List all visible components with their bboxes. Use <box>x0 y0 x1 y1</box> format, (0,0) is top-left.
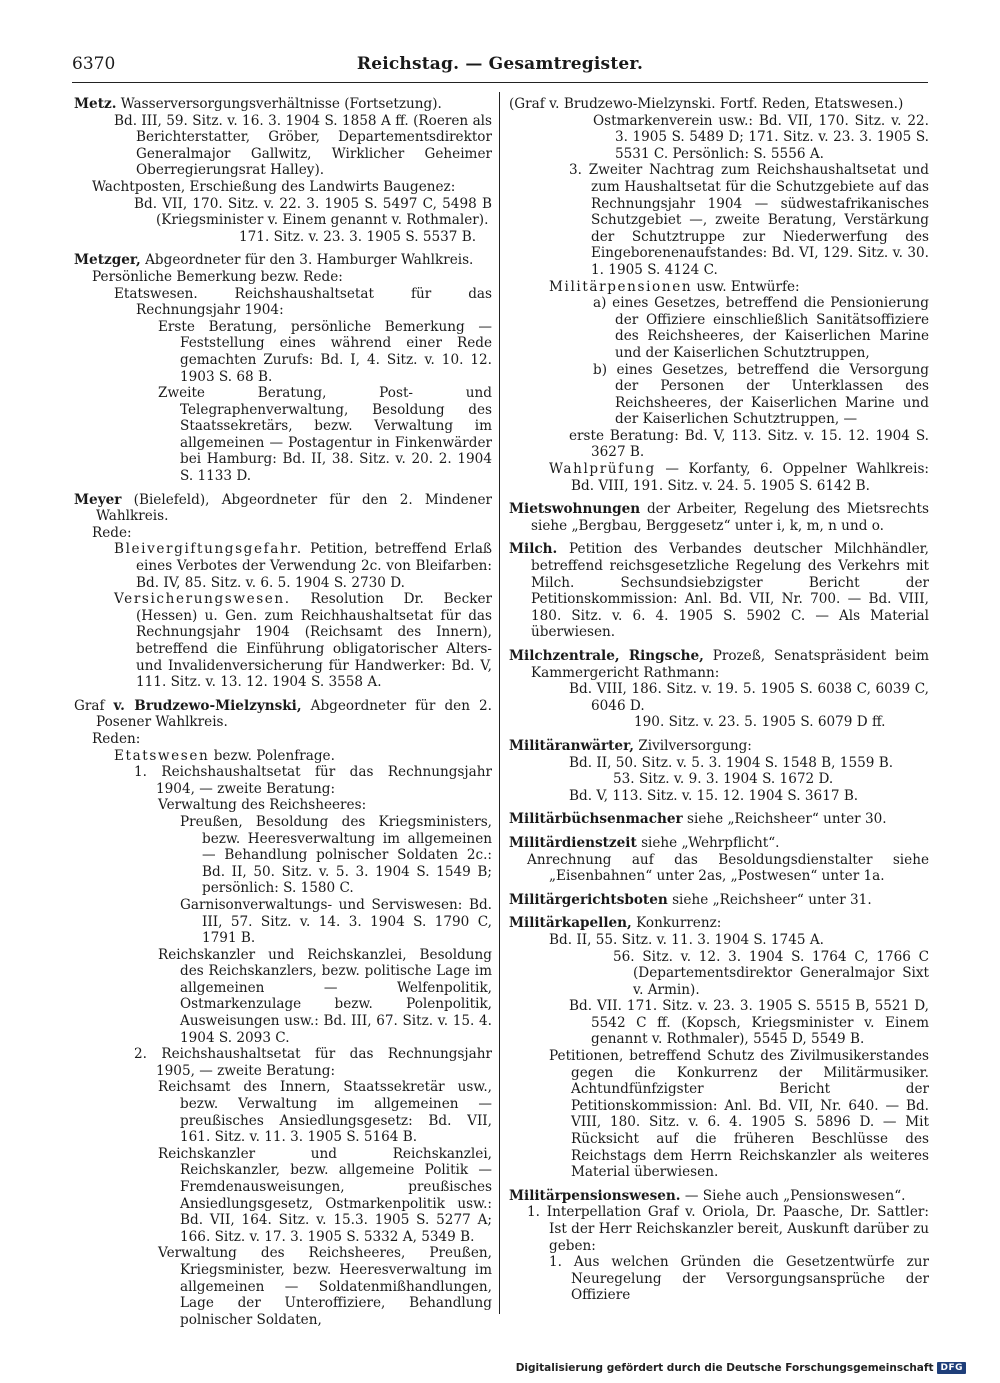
entry-subject: 1. Reichshaushaltsetat für das Rechnungsjahr 1904, — zweite Beratung: <box>134 764 492 797</box>
entry-head: Mietswohnungen <box>509 501 641 518</box>
entry-text <box>509 541 929 641</box>
entry-reference: Bd. III, 59. Sitz. v. 16. 3. 1904 S. 1858 A ff. (Roeren als Berichterstatter, Gröber, Departementsdirektor Generalmajor Gallwitz, Wirklicher Geheimer Oberregierungsrat Halley). <box>114 112 492 179</box>
entry-brudzewo <box>74 698 492 1329</box>
header-rule <box>72 82 928 83</box>
entry-text <box>509 1188 929 1205</box>
entry-subject: Prozeß, Senatspräsident beim Kammergericht Rathmann: <box>531 648 929 681</box>
entry-reference: 190. Sitz. v. 23. 5. 1905 S. 6079 D ff. <box>634 714 886 731</box>
entry-topic: Etatswesen <box>114 747 210 764</box>
footer-text: Digitalisierung gefördert durch die Deutsche Forschungsgemeinschaft <box>515 1362 934 1374</box>
entry-subject: Wasserversorgungsverhältnisse (Fortsetzung). <box>120 96 442 112</box>
entry-head: Milchzentrale, Ringsche, <box>509 648 704 664</box>
entry-subject: 2. Reichshaushaltsetat für das Rechnungsjahr 1905, — zweite Beratung: <box>134 1046 492 1079</box>
entry-metz <box>74 96 492 245</box>
entry-topic: Bleivergiftungsgefahr. <box>114 541 303 558</box>
entry-head: Militärkapellen, <box>509 915 632 932</box>
entry-reference: Petitionen, betreffend Schutz des Zivilmusikerstandes gegen die Konkurrenz der Militärmusiker. Achtundfünfzigster Bericht der Petitionskommission: Anl. Bd. VII, Nr. 640. — Bd. VIII, 180. Sitz. v. 6. 4. 1905 S. 5896 D. — Mit Rücksicht auf die früheren Beschlüsse des Reichstags dem Herrn Reichskanzler als weiteres Material überwiesen. <box>549 1048 929 1181</box>
entry-head: Militäranwärter, <box>509 737 634 754</box>
entry-militaeranwaerter <box>509 738 929 804</box>
entry-text <box>509 835 929 852</box>
entry-reference: Reichsamt des Innern, Staatssekretär usw., bezw. Verwaltung im allgemeinen — preußisches Ansiedlungsgesetz: Bd. VII, 161. Sitz. v. 11. 3. 1905 S. 5164 B. <box>158 1079 492 1146</box>
left-column <box>74 96 492 1335</box>
entry-reference: Reichskanzler und Reichskanzlei, Besoldung des Reichskanzlers, bezw. politische Lage im allgemeinen — Welfenpolitik, Ostmarkenzulage bezw. Polenpolitik, Ausweisungen usw.: Bd. III, 67. Sitz. v. 15. 4. 1904 S. 2093 C. <box>158 946 492 1046</box>
continuation-header: (Graf v. Brudzewo-Mielzynski. Fortf. Reden, Etatswesen.) <box>509 96 904 112</box>
entry-topic: Wahlprüfung <box>549 461 656 478</box>
entry-text <box>74 96 492 113</box>
entry-topic: Militärpensionen <box>549 278 693 295</box>
entry-reference: Ostmarkenverein usw.: Bd. VII, 170. Sitz. v. 22. 3. 1905 S. 5489 D; 171. Sitz. v. 23. 3. 1905 S. 5531 C. Persönlich: S. 5556 A. <box>593 112 929 162</box>
entry-text <box>509 501 929 534</box>
entry-reference: Resolution Dr. Becker (Hessen) u. Gen. zum Reichhaushaltsetat für das Rechnungsjahr 1904 (Reichsamt des Innern), betreffend die Einführung obligatorischer Alters- und Invalidenversicherung für Handwerker: Bd. V, 111. Sitz. v. 13. 12. 1904 S. 3558 A. <box>136 591 492 691</box>
entry-reference: Verwaltung des Reichsheeres, Preußen, Kriegsminister, bezw. Heeresverwaltung im allgemeinen — Soldatenmißhandlungen, Lage der Unteroffiziere, Behandlung polnischer Soldaten, <box>158 1245 492 1328</box>
entry-reference: Bd. V, 113. Sitz. v. 15. 12. 1904 S. 3617 B. <box>569 787 859 804</box>
entry-head: Meyer <box>74 491 122 508</box>
entry-brudzewo-continued <box>509 96 929 494</box>
entry-head: Militärdienstzeit <box>509 834 637 851</box>
entry-reference: Erste Beratung, persönliche Bemerkung — Feststellung eines während einer Rede gemachten Zurufs: Bd. I, 4. Sitz. v. 10. 12. 1903 S. 68 B. <box>158 318 492 385</box>
entry-milchzentrale <box>509 648 929 731</box>
entry-reference: 1. Interpellation Graf v. Oriola, Dr. Paasche, Dr. Sattler: Ist der Herr Reichskanzler bereit, Auskunft darüber zu geben: <box>527 1204 929 1254</box>
entry-subject: Wachtposten, Erschießung des Landwirts Baugenez: <box>92 178 456 195</box>
entry-head: Metzger, <box>74 252 141 269</box>
entry-reference: Bd. II, 55. Sitz. v. 11. 3. 1904 S. 1745 A. <box>549 931 824 948</box>
entry-subject: Zivilversorgung: <box>638 737 752 754</box>
entry-text <box>74 748 492 765</box>
entry-subject: siehe „Wehrpflicht“. <box>641 834 780 851</box>
entry-title: Graf <box>74 697 105 714</box>
entry-reference: Zweite Beratung, Post- und Telegraphenverwaltung, Besoldung des Staatssekretärs, bezw. Verwaltung im allgemeinen — Postagentur in Finkenwärder bei Hamburg: Bd. II, 38. Sitz. v. 20. 2. 1904 S. 1133 D. <box>158 385 492 485</box>
entry-subject: Persönliche Bemerkung bezw. Rede: <box>92 268 343 285</box>
entry-reference: 53. Sitz. v. 9. 3. 1904 S. 1672 D. <box>613 771 834 788</box>
entry-subject: siehe „Reichsheer“ unter 31. <box>672 891 872 908</box>
entry-head: Metz. <box>74 96 117 112</box>
entry-subject: Petition des Verbandes deutscher Milchhändler, betreffend reichsgesetzliche Regelung des Verkehrs mit Milch. Sechsundsiebzigster Bericht der Petitionskommission: Anl. Bd. VII, Nr. 700. — Bd. VIII, 180. Sitz. v. 6. 4. 1905 S. 5902 C. — Als Material überwiesen. <box>531 541 929 641</box>
entry-militaerbuechsenmacher <box>509 811 929 828</box>
entry-text <box>509 915 929 932</box>
entry-subject: Abgeordneter für den 3. Hamburger Wahlkreis. <box>145 252 474 269</box>
entry-meyer <box>74 492 492 691</box>
entry-reference: 3. Zweiter Nachtrag zum Reichshaushaltsetat und zum Haushaltsetat für die Schutzgebiete auf das Rechnungsjahr 1904 — südwestafrikanisches Schutzgebiet —, zweite Beratung, Verstärkung der Schutztruppe zur Niederwerfung des Eingeborenenaufstandes: Bd. VI, 129. Sitz. v. 30. 1. 1905 S. 4124 C. <box>569 162 929 278</box>
entry-reference: Bd. II, 50. Sitz. v. 5. 3. 1904 S. 1548 B, 1559 B. <box>569 754 894 771</box>
page-header <box>72 54 928 82</box>
entry-topic: Versicherungswesen. <box>114 591 291 608</box>
entry-head: Militärgerichtsboten <box>509 891 668 908</box>
entry-militaergerichtsboten <box>509 892 929 909</box>
entry-text <box>509 648 929 681</box>
entry-text <box>74 492 492 525</box>
entry-subject: usw. Entwürfe: <box>696 278 800 295</box>
right-column <box>509 96 929 1311</box>
entry-reference: erste Beratung: Bd. V, 113. Sitz. v. 15. 12. 1904 S. 3627 B. <box>569 427 929 461</box>
entry-reference: Petition, betreffend Erlaß eines Verbotes der Verwendung 2c. von Bleifarben: Bd. IV, 85. Sitz. v. 6. 5. 1904 S. 2730 D. <box>136 541 493 591</box>
entry-head: Militärpensionswesen. <box>509 1187 681 1204</box>
entry-subject: Reden: <box>92 730 141 747</box>
entry-head: Milch. <box>509 541 558 558</box>
entry-subject: Verwaltung des Reichsheeres: <box>158 797 367 814</box>
entry-subject: der Arbeiter, Regelung des Mietsrechts siehe „Bergbau, Berggesetz“ unter i, k, m, n und o. <box>531 501 929 534</box>
column-divider <box>499 92 500 1314</box>
dfg-logo-icon: DFG <box>937 1362 966 1374</box>
entry-text <box>509 461 929 494</box>
entry-head: Militärbüchsenmacher <box>509 811 683 828</box>
footer-credit <box>516 1362 966 1374</box>
entry-reference: Garnisonverwaltungs- und Serviswesen: Bd. III, 57. Sitz. v. 14. 3. 1904 S. 1790 C, 1791 B. <box>180 896 492 947</box>
entry-reference: Bd. VII, 170. Sitz. v. 22. 3. 1905 S. 5497 C, 5498 B (Kriegsminister v. Einem genannt v. Rothmaler). <box>134 195 492 229</box>
entry-reference: Bd. VIII, 186. Sitz. v. 19. 5. 1905 S. 6038 C, 6039 C, 6046 D. <box>569 681 929 714</box>
entry-text <box>509 892 929 909</box>
entry-head: v. Brudzewo-Mielzynski, <box>113 697 302 714</box>
entry-text <box>509 811 929 828</box>
entry-militaerdienstzeit <box>509 835 929 885</box>
entry-militaerpensionswesen <box>509 1188 929 1304</box>
entry-reference: Preußen, Besoldung des Kriegsministers, bezw. Heeresverwaltung im allgemeinen — Behandlung polnischer Soldaten 2c.: Bd. II, 50. Sitz. v. 5. 3. 1904 S. 1549 B; persönlich: S. 1580 C. <box>180 813 492 897</box>
running-title: Reichstag. — Gesamtregister. <box>356 54 644 74</box>
entry-subject: Konkurrenz: <box>636 915 722 932</box>
entry-subject: bezw. Polenfrage. <box>213 747 335 764</box>
entry-reference: 1. Aus welchen Gründen die Gesetzentwürfe zur Neuregelung der Versorgungsansprüche der Offiziere <box>549 1254 929 1304</box>
entry-text <box>74 698 492 731</box>
entry-reference: a) eines Gesetzes, betreffend die Pensionierung der Offiziere einschließlich Sanitätsoffiziere des Reichsheeres, der Kaiserlichen Marine und der Kaiserlichen Schutztruppen, <box>593 295 929 361</box>
entry-text <box>509 738 929 755</box>
entry-subject: siehe „Reichsheer“ unter 30. <box>687 811 887 828</box>
entry-subject: Abgeordneter für den 2. Posener Wahlkreis. <box>96 697 492 731</box>
entry-subject: Rede: <box>92 524 132 541</box>
entry-metzger <box>74 252 492 484</box>
entry-reference: Reichskanzler und Reichskanzlei, Reichskanzler, bezw. allgemeine Politik — Fremdenausweisungen, preußisches Ansiedlungsgesetz, Ostmarkenpolitik usw.: Bd. VII, 164. Sitz. v. 15.3. 1905 S. 5277 A; 166. Sitz. v. 17. 3. 1905 S. 5332 A, 5349 B. <box>158 1145 492 1245</box>
entry-text <box>74 252 492 269</box>
entry-milch <box>509 541 929 641</box>
entry-text <box>74 541 492 591</box>
entry-reference: 56. Sitz. v. 12. 3. 1904 S. 1764 C, 1766 C (Departementsdirektor Generalmajor Sixt v. Armin). <box>613 948 929 998</box>
entry-subject: Anrechnung auf das Besoldungsdienstalter siehe „Eisenbahnen“ unter 2as, „Postwesen“ unter 1a. <box>527 851 929 885</box>
entry-reference: Bd. VII. 171. Sitz. v. 23. 3. 1905 S. 5515 B, 5521 D, 5542 C ff. (Kopsch, Kriegsminister v. Einem genannt v. Rothmaler), 5545 D, 5549 B. <box>569 998 929 1048</box>
entry-subject: — Siehe auch „Pensionswesen“. <box>684 1187 906 1204</box>
entry-militaerkapellen <box>509 915 929 1181</box>
entry-subject: Etatswesen. Reichshaushaltsetat für das Rechnungsjahr 1904: <box>114 285 492 319</box>
entry-reference: 171. Sitz. v. 23. 3. 1905 S. 5537 B. <box>239 228 477 245</box>
entry-reference: b) eines Gesetzes, betreffend die Versorgung der Personen der Unterklassen des Reichsheeres, der Kaiserlichen Marine und der Kaiserlichen Schutztruppen, — <box>593 361 929 428</box>
entry-text <box>509 279 929 296</box>
entry-reference: — Korfanty, 6. Oppelner Wahlkreis: Bd. VIII, 191. Sitz. v. 24. 5. 1905 S. 6142 B. <box>571 461 929 494</box>
page-number: 6370 <box>72 54 116 74</box>
entry-text <box>74 591 492 691</box>
entry-mietswohnungen <box>509 501 929 534</box>
entry-subject: (Bielefeld), Abgeordneter für den 2. Mindener Wahlkreis. <box>96 491 492 525</box>
